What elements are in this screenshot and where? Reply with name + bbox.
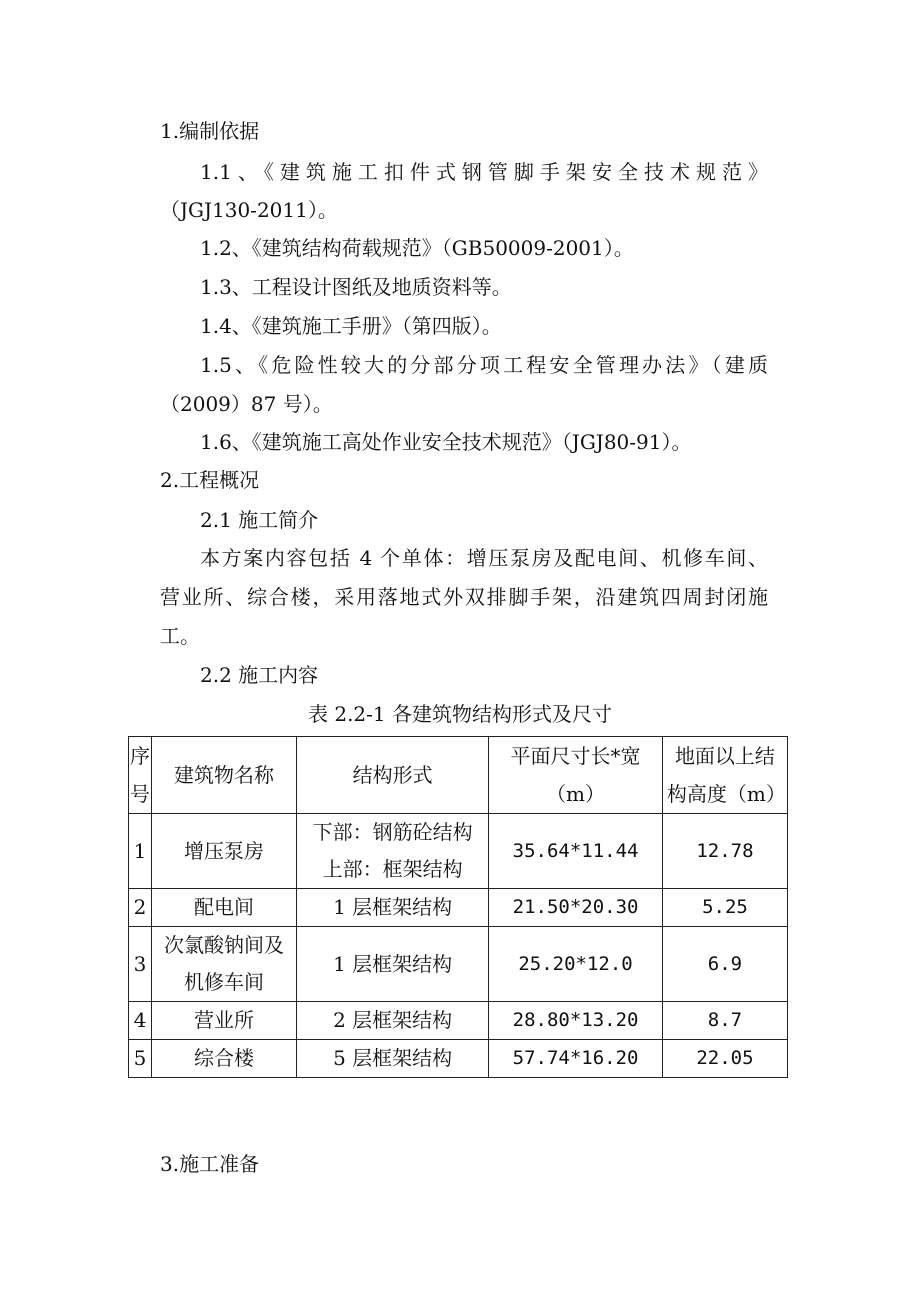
section-3-heading: 3.施工准备 [160,1152,260,1176]
table-row [129,1002,788,1040]
subsection-2-2-heading: 2.2 施工内容 [200,663,319,687]
table-header-row [129,737,788,814]
cell-structure: 2 层框架结构 [297,1002,489,1040]
cell-height: 6.9 [662,927,787,1002]
cell-name: 次氯酸钠间及机修车间 [151,927,296,1002]
cell-structure-lower: 下部：钢筋砼结构 [312,820,473,844]
cell-structure-upper: 上部：框架结构 [322,857,463,881]
table-row [129,889,788,927]
cell-size: 57.74*16.20 [489,1040,663,1078]
overview-para-line-3: 工。 [160,624,200,648]
basis-item-1-5-cont: （2009）87 号）。 [160,392,333,416]
cell-height: 22.05 [662,1040,787,1078]
cell-structure: 1 层框架结构 [297,889,489,927]
basis-item-1-5: 1.5、《危险性较大的分部分项工程安全管理办法》（建质 [200,353,768,377]
cell-no: 3 [129,927,152,1002]
cell-name: 综合楼 [151,1040,296,1078]
table-row [129,814,788,889]
cell-size: 21.50*20.30 [489,889,663,927]
cell-no: 4 [129,1002,152,1040]
cell-structure: 1 层框架结构 [297,927,489,1002]
basis-item-1-2: 1.2、《建筑结构荷载规范》（GB50009-2001）。 [200,236,634,260]
section-2-heading: 2.工程概况 [160,468,260,492]
cell-structure: 5 层框架结构 [297,1040,489,1078]
cell-size: 25.20*12.0 [489,927,663,1002]
basis-item-1-3: 1.3、工程设计图纸及地质资料等。 [200,275,512,299]
header-height: 地面以上结构高度（m） [662,737,787,814]
overview-para-line-2: 营业所、综合楼，采用落地式外双排脚手架，沿建筑四周封闭施 [160,585,768,609]
table-row [129,927,788,1002]
cell-height: 8.7 [662,1002,787,1040]
header-structure: 结构形式 [297,737,489,814]
cell-no: 1 [129,814,152,889]
header-seq-no: 序号 [129,737,152,814]
building-structure-table [128,736,788,1078]
basis-item-1-1: 1.1、《建筑施工扣件式钢管脚手架安全技术规范》 [200,160,768,184]
header-plan-size: 平面尺寸长*宽（m） [489,737,663,814]
header-building-name: 建筑物名称 [151,737,296,814]
cell-height: 5.25 [662,889,787,927]
basis-item-1-4: 1.4、《建筑施工手册》（第四版）。 [200,314,502,338]
cell-size: 28.80*13.20 [489,1002,663,1040]
cell-size: 35.64*11.44 [489,814,663,889]
cell-name: 配电间 [151,889,296,927]
basis-item-1-1-cont: （JGJ130-2011）。 [160,198,338,222]
table-caption: 表 2.2-1 各建筑物结构形式及尺寸 [307,702,612,726]
section-1-heading: 1.编制依据 [160,119,260,143]
cell-structure [297,814,489,889]
cell-no: 5 [129,1040,152,1078]
cell-name: 营业所 [151,1002,296,1040]
overview-para-line-1: 本方案内容包括 4 个单体：增压泵房及配电间、机修车间、 [200,546,768,570]
table-row [129,1040,788,1078]
cell-name: 增压泵房 [151,814,296,889]
cell-no: 2 [129,889,152,927]
subsection-2-1-heading: 2.1 施工简介 [200,508,319,532]
cell-height: 12.78 [662,814,787,889]
basis-item-1-6: 1.6、《建筑施工高处作业安全技术规范》（JGJ80-91）。 [200,430,692,454]
